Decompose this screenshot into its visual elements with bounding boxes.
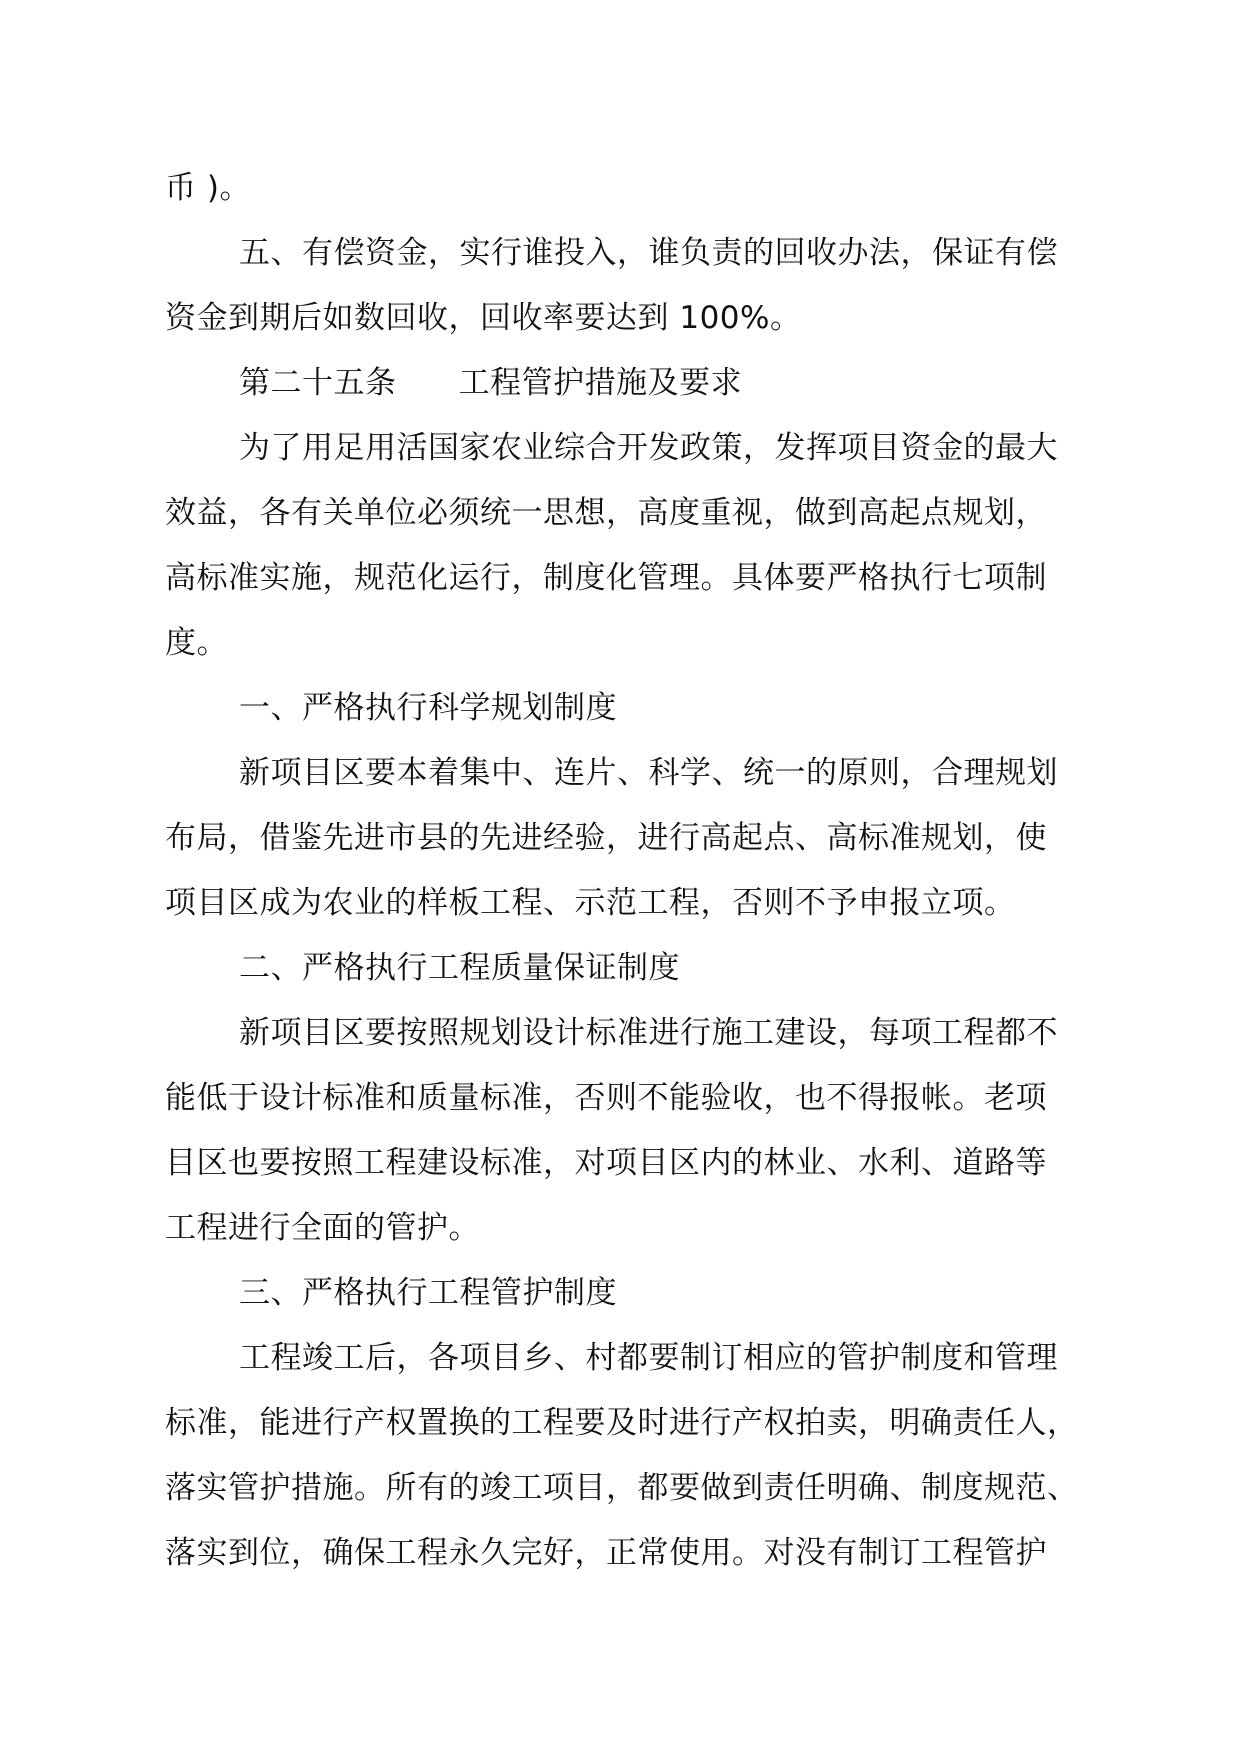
text-line-11: 布局，借鉴先进市县的先进经验，进行高起点、高标准规划，使 <box>165 820 1047 856</box>
text-line-16: 目区也要按照工程建设标准，对项目区内的林业、水利、道路等 <box>165 1145 1047 1181</box>
subheading-3: 三、严格执行工程管护制度 <box>239 1275 617 1311</box>
text-line-1: 币 )。 <box>165 170 251 206</box>
subheading-1: 一、严格执行科学规划制度 <box>239 690 617 726</box>
text-line-2: 五、有偿资金，实行谁投入，谁负责的回收办法，保证有偿 <box>239 235 1058 271</box>
text-line-21: 落实管护措施。所有的竣工项目，都要做到责任明确、制度规范、 <box>165 1470 1079 1506</box>
subheading-2: 二、严格执行工程质量保证制度 <box>239 950 680 986</box>
text-line-19: 工程竣工后，各项目乡、村都要制订相应的管护制度和管理 <box>239 1340 1058 1376</box>
text-line-20: 标准，能进行产权置换的工程要及时进行产权拍卖，明确责任人， <box>165 1405 1079 1441</box>
body-text <box>165 156 1125 1586</box>
text-line-3: 资金到期后如数回收，回收率要达到 100%。 <box>165 300 802 336</box>
text-line-15: 能低于设计标准和质量标准，否则不能验收，也不得报帐。老项 <box>165 1080 1047 1116</box>
text-line-7: 高标准实施，规范化运行，制度化管理。具体要严格执行七项制 <box>165 560 1047 596</box>
text-line-17: 工程进行全面的管护。 <box>165 1210 480 1246</box>
section-heading-article-25: 第二十五条 工程管护措施及要求 <box>239 365 743 401</box>
text-line-5: 为了用足用活国家农业综合开发政策，发挥项目资金的最大 <box>239 430 1058 466</box>
text-line-12: 项目区成为农业的样板工程、示范工程，否则不予申报立项。 <box>165 885 1016 921</box>
text-line-22: 落实到位，确保工程永久完好，正常使用。对没有制订工程管护 <box>165 1535 1047 1571</box>
text-line-8: 度。 <box>165 625 228 661</box>
text-line-14: 新项目区要按照规划设计标准进行施工建设，每项工程都不 <box>239 1015 1058 1051</box>
text-line-6: 效益，各有关单位必须统一思想，高度重视，做到高起点规划， <box>165 495 1047 531</box>
text-line-10: 新项目区要本着集中、连片、科学、统一的原则，合理规划 <box>239 755 1058 791</box>
